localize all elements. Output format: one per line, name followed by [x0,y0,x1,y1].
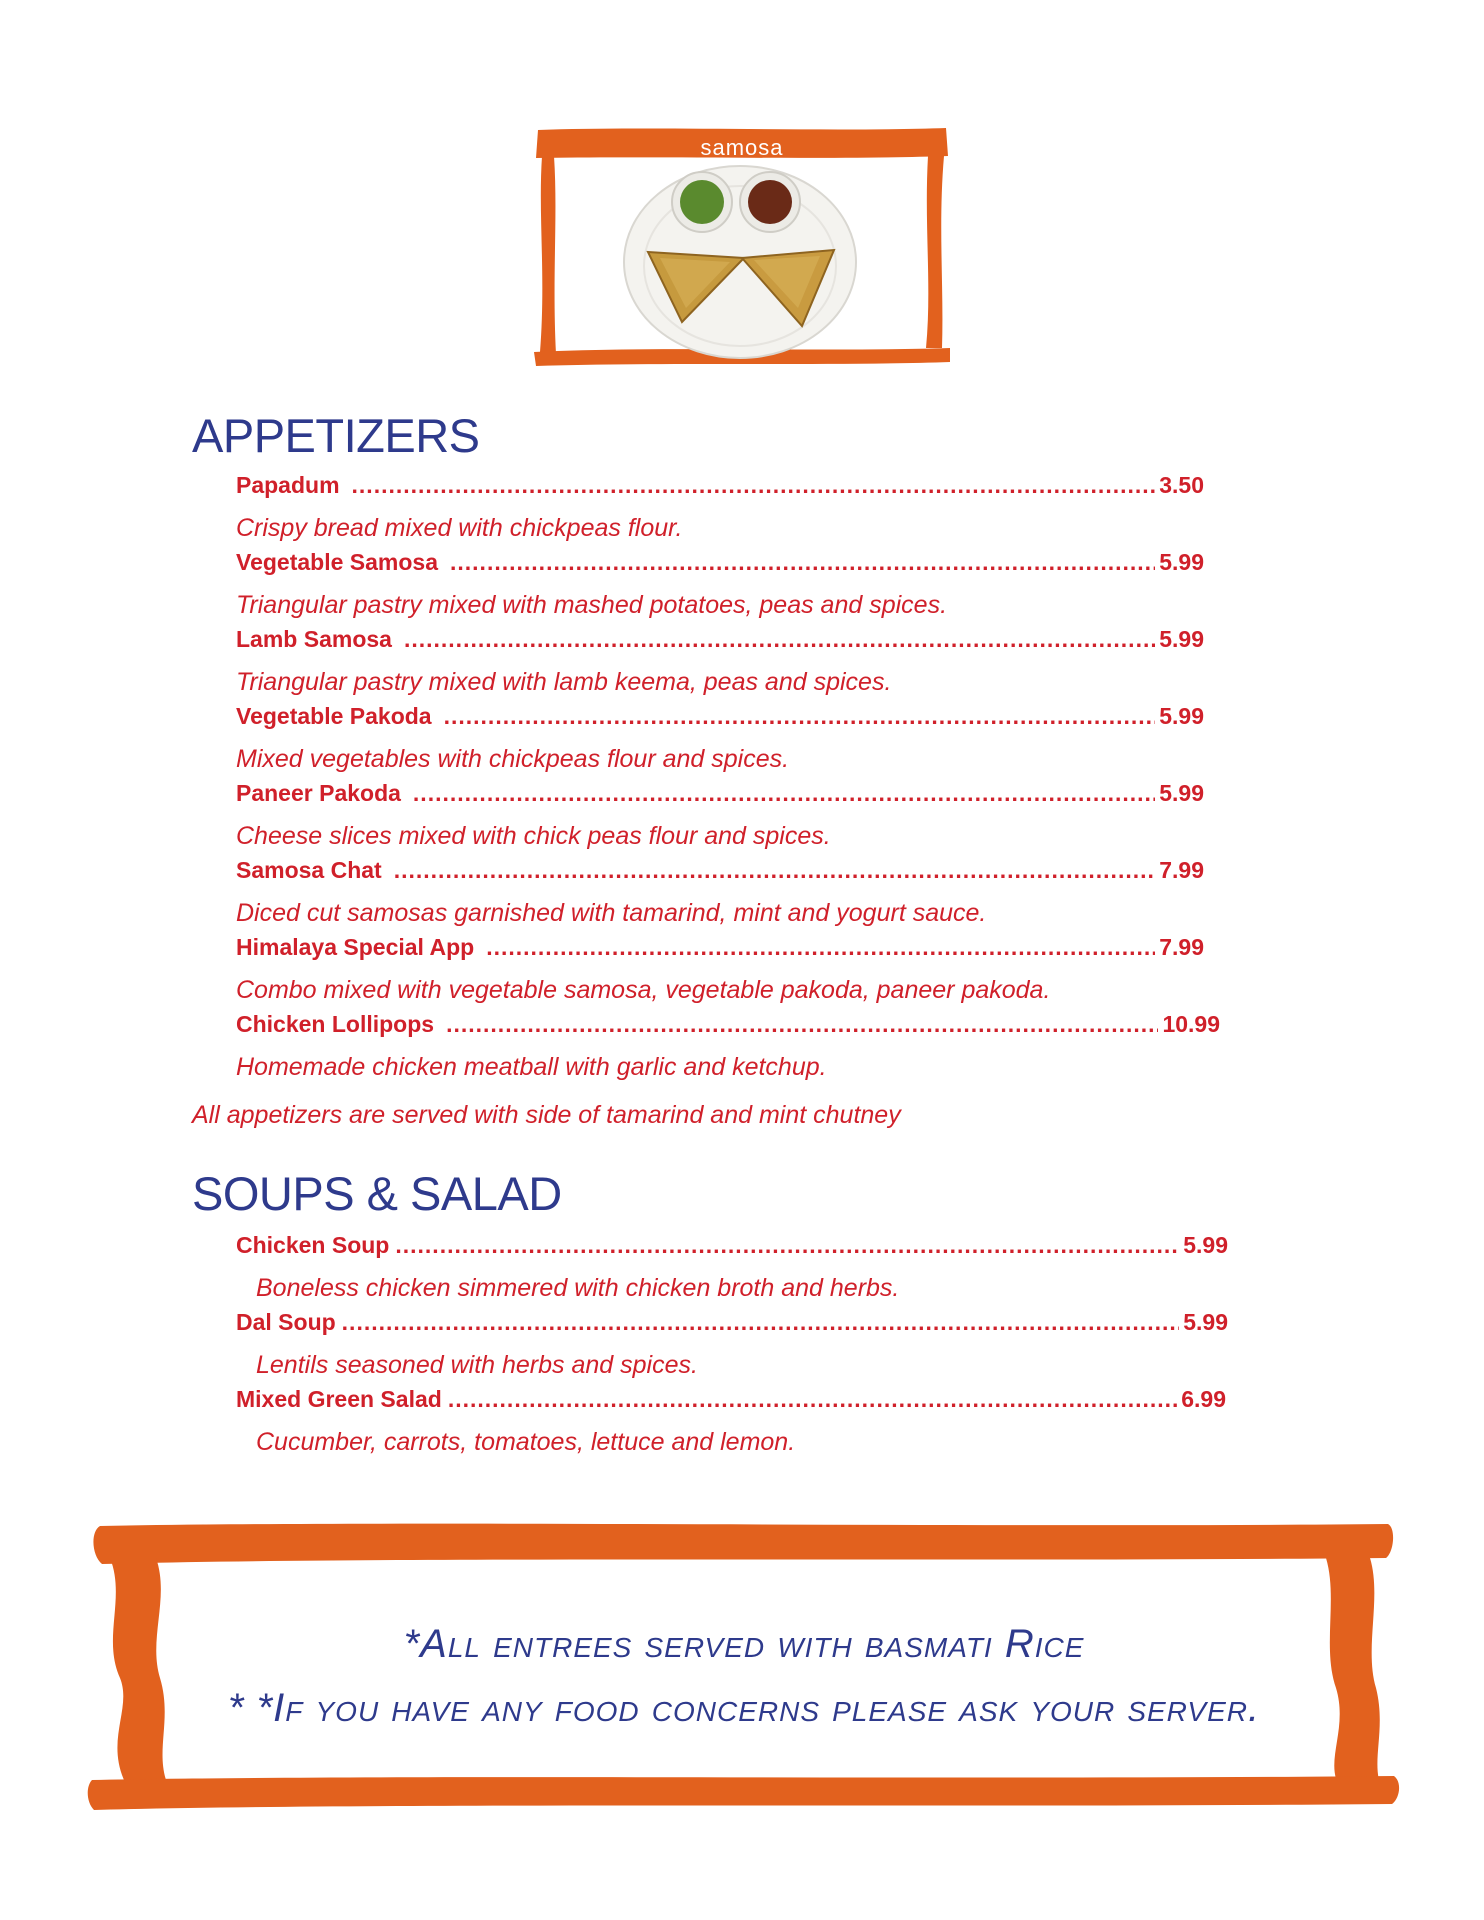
menu-item [236,857,1240,934]
item-price: 5.99 [1183,1232,1228,1258]
leader-dots [394,857,1156,884]
item-name: Paneer Pakoda [236,780,401,806]
menu-item [236,472,1240,549]
photo-caption: samosa [700,135,784,160]
menu-item-row [236,1232,1228,1270]
leader-dots [342,1309,1180,1336]
item-description: Triangular pastry mixed with lamb keema, peas and spices. [236,668,892,696]
item-name: Chicken Lollipops [236,1011,435,1037]
menu-item [236,780,1240,857]
menu-item-row [236,1386,1226,1424]
item-description: Homemade chicken meatball with garlic and ketchup. [236,1053,827,1081]
menu-item-row [236,857,1204,895]
leader-dots [413,780,1155,807]
item-description: Mixed vegetables with chickpeas flour and spices. [236,745,790,773]
menu-item-row [236,934,1204,972]
leader-dots [352,472,1156,499]
item-name: Samosa Chat [236,857,382,883]
menu-item [236,1232,1228,1309]
item-name: Vegetable Samosa [236,549,438,575]
menu-item [236,703,1240,780]
appetizers-title: APPETIZERS [192,409,480,462]
leader-dots [448,1386,1177,1413]
menu-item-row [236,1011,1220,1049]
notice-frame-border [86,1518,1402,1818]
menu-item [236,1386,1228,1463]
item-description: Diced cut samosas garnished with tamarind, mint and yogurt sauce. [236,899,987,927]
photo-frame [532,126,952,368]
item-price: 5.99 [1159,780,1204,806]
item-description: Combo mixed with vegetable samosa, vegetable pakoda, paneer pakoda. [236,976,1051,1004]
notice-box [86,1518,1402,1818]
item-price: 7.99 [1159,857,1204,883]
item-price: 5.99 [1183,1309,1228,1335]
item-description: Crispy bread mixed with chickpeas flour. [236,514,683,542]
menu-item-row [236,1309,1228,1347]
menu-item [236,1309,1228,1386]
soups-list [236,1232,1228,1463]
leader-dots [486,934,1155,961]
item-name: Chicken Soup [236,1232,390,1258]
notice-line-food-concerns: * *If you have any food concerns please ask your server. [227,1686,1261,1730]
item-name: Dal Soup [236,1309,336,1335]
item-name: Mixed Green Salad [236,1386,442,1412]
item-price: 5.99 [1159,703,1204,729]
item-description: Lentils seasoned with herbs and spices. [256,1351,698,1379]
menu-item-row [236,549,1204,587]
appetizers-footnote: All appetizers are served with side of tamarind and mint chutney [192,1101,901,1129]
item-description: Triangular pastry mixed with mashed potatoes, peas and spices. [236,591,948,619]
item-price: 10.99 [1162,1011,1220,1037]
leader-dots [404,626,1155,653]
leader-dots [446,1011,1158,1038]
item-price: 5.99 [1159,549,1204,575]
appetizers-list [236,472,1240,1088]
leader-dots [395,1232,1179,1259]
item-price: 5.99 [1159,626,1204,652]
menu-item [236,549,1240,626]
leader-dots [444,703,1156,730]
item-name: Vegetable Pakoda [236,703,432,729]
leader-dots [450,549,1155,576]
samosa-photo [620,162,860,360]
item-name: Lamb Samosa [236,626,392,652]
item-name: Papadum [236,472,340,498]
menu-item-row [236,626,1204,664]
item-price: 3.50 [1159,472,1204,498]
item-name: Himalaya Special App [236,934,475,960]
item-description: Cheese slices mixed with chick peas flour and spices. [236,822,831,850]
notice-line-rice: *All entrees served with basmati Rice [403,1622,1085,1666]
item-description: Cucumber, carrots, tomatoes, lettuce and lemon. [256,1428,796,1456]
menu-item-row [236,780,1204,818]
soups-title: SOUPS & SALAD [192,1167,562,1220]
menu-item [236,626,1240,703]
menu-item-row [236,703,1204,741]
menu-item [236,934,1240,1011]
item-price: 6.99 [1181,1386,1226,1412]
menu-item-row [236,472,1204,510]
item-price: 7.99 [1159,934,1204,960]
item-description: Boneless chicken simmered with chicken broth and herbs. [256,1274,900,1302]
menu-item [236,1011,1240,1088]
